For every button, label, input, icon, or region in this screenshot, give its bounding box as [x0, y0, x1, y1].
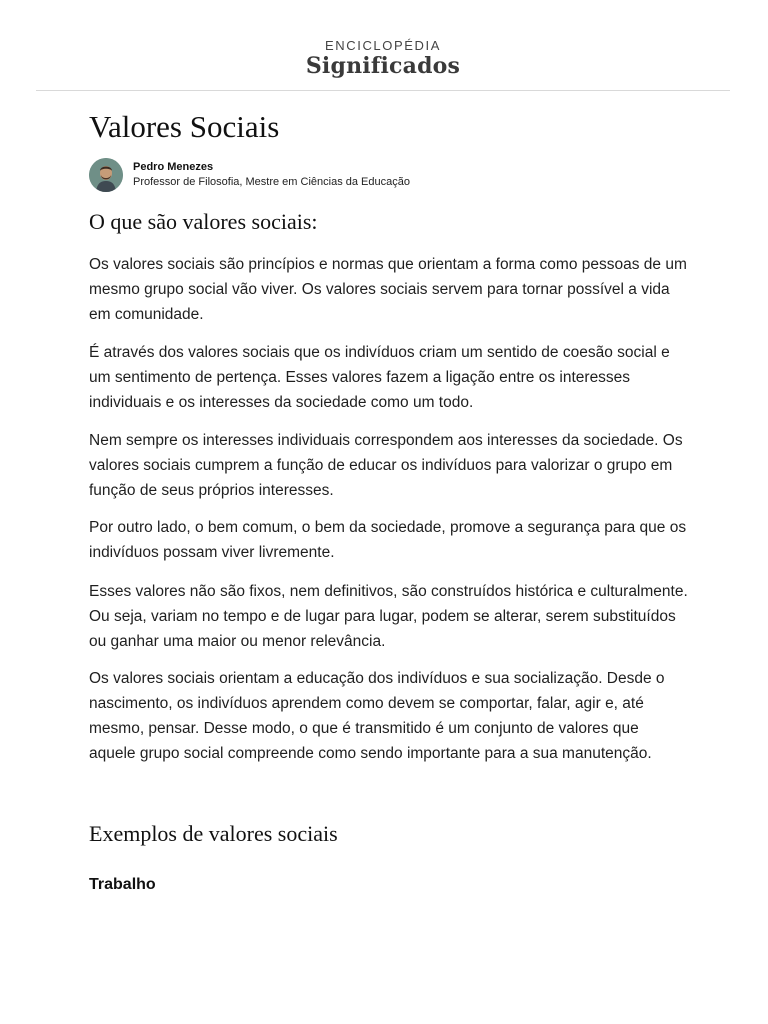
paragraph: Os valores sociais são princípios e normas que orientam a forma como pessoas de um mesmo grupo social vão viver. Os valores sociais servem para tornar possível a vida em comunidade.: [89, 256, 687, 323]
paragraph: Nem sempre os interesses individuais correspondem aos interesses da sociedade. Os valores sociais cumprem a função de educar os indivíduos para valorizar o grupo em função de seus próprios interesses.: [89, 432, 683, 499]
paragraph: É através dos valores sociais que os indivíduos criam um sentido de coesão social e um sentimento de pertença. Esses valores fazem a ligação entre os interesses individuais e os interesses da sociedade como um todo.: [89, 344, 670, 411]
site-logo[interactable]: [36, 38, 730, 78]
paragraph: Esses valores não são fixos, nem definitivos, são construídos histórica e culturalmente. Ou seja, variam no tempo e de lugar para lugar, podem se alterar, serem substituídos ou ganhar uma maior ou menor relevância.: [89, 583, 688, 650]
subsection-heading-trabalho: Trabalho: [89, 876, 156, 893]
logo-top-text: ENCICLOPÉDIA: [324, 38, 441, 53]
page-title: Valores Sociais: [89, 109, 280, 144]
site-header: [36, 0, 730, 91]
section-heading-examples: Exemplos de valores sociais: [89, 821, 338, 846]
author-name[interactable]: Pedro Menezes: [133, 161, 214, 173]
author-block: [89, 158, 689, 192]
section-heading-what-are: O que são valores sociais:: [89, 209, 318, 234]
author-role: Professor de Filosofia, Mestre em Ciências da Educação: [133, 176, 410, 188]
paragraph: Os valores sociais orientam a educação dos indivíduos e sua socialização. Desde o nascimento, os indivíduos aprendem como devem se comportar, falar, agir e, até mesmo, pensar. Desse modo, o que é transmitido é um conjunto de valores que aquele grupo social compreende como sendo importante para a sua manutenção.: [89, 670, 665, 762]
author-photo-icon: [89, 158, 123, 192]
avatar[interactable]: [89, 158, 123, 192]
paragraph: Por outro lado, o bem comum, o bem da sociedade, promove a segurança para que os indivíduos possam viver livremente.: [89, 519, 687, 561]
logo-main-text: Significados: [305, 53, 461, 79]
